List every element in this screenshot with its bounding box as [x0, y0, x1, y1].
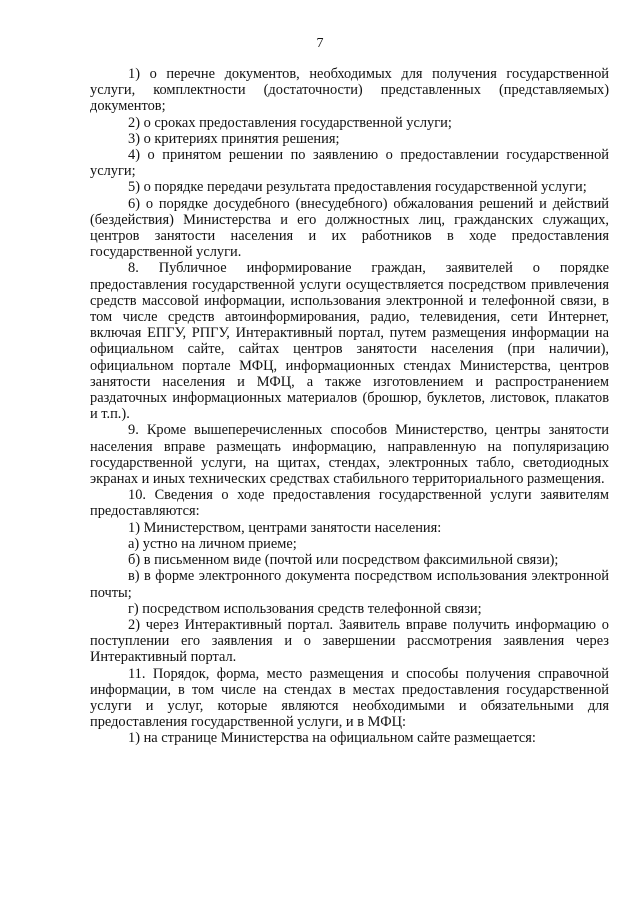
list-item-2-deadlines: 2) о сроках предоставления государственной услуги;: [128, 114, 452, 131]
list-item-3-criteria: 3) о критериях принятия решения;: [128, 130, 340, 147]
section-10-item-a: а) устно на личном приеме;: [128, 535, 297, 552]
list-item-1-document-list: 1) о перечне документов, необходимых для получения государственной услуги, комплектности (достаточности) представленных (представляемых) документов;: [90, 66, 609, 115]
section-11-item-1: 1) на странице Министерства на официальном сайте размещается:: [128, 730, 536, 747]
section-8-public-information: 8. Публичное информирование граждан, заявителей о порядке предоставления государственной услуги осуществляется посредством привлечения средств массовой информации, использования электронной и телефонной связи, в том числе средств автоинформирования, радио, телевидения, сети Интернет, включая ЕПГУ, РПГУ, Интерактивный портал, путем размещения информации на официальном сайте, сайтах центров занятости населения (при наличии), официальном портале МФЦ, информационных стендах Министерства, центров занятости населения и МФЦ, а также изготовлением и распространением раздаточных информационных материалов (брошюр, буклетов, листовок, плакатов и т.п.).: [90, 260, 609, 423]
page-number: 7: [316, 36, 324, 51]
document-body: [90, 66, 609, 747]
section-9-popularization: 9. Кроме вышеперечисленных способов Министерство, центры занятости населения вправе размещать информацию, направленную на популяризацию государственной услуги, на щитах, стендах, электронных табло, светодиодных экранах и иных технических средствах стабильного территориального размещения.: [90, 422, 609, 488]
list-item-5-result-transfer: 5) о порядке передачи результата предоставления государственной услуги;: [128, 179, 587, 196]
section-10-status-info: 10. Сведения о ходе предоставления государственной услуги заявителям предоставляются:: [90, 487, 609, 520]
section-11-reference-info: 11. Порядок, форма, место размещения и способы получения справочной информации, в том числе на стендах в местах предоставления государственной услуги и услуг, которые являются необходимыми и обязательными для предоставления государственной услуги, и в МФЦ:: [90, 665, 609, 731]
section-10-item-v: в) в форме электронного документа посредством использования электронной почты;: [90, 568, 609, 601]
section-10-item-1: 1) Министерством, центрами занятости населения:: [128, 519, 442, 536]
list-item-4-decision: 4) о принятом решении по заявлению о предоставлении государственной услуги;: [90, 147, 609, 180]
section-10-item-2: 2) через Интерактивный портал. Заявитель вправе получить информацию о поступлении его заявления и о завершении рассмотрения заявления через Интерактивный портал.: [90, 616, 609, 666]
section-10-item-b: б) в письменном виде (почтой или посредством факсимильной связи);: [128, 552, 559, 569]
list-item-6-appeal: 6) о порядке досудебного (внесудебного) обжалования решений и действий (бездействия) Министерства и его должностных лиц, гражданских служащих, центров занятости населения и их работников в ходе предоставления государственной услуги.: [90, 195, 609, 261]
section-10-item-g: г) посредством использования средств телефонной связи;: [128, 600, 482, 617]
